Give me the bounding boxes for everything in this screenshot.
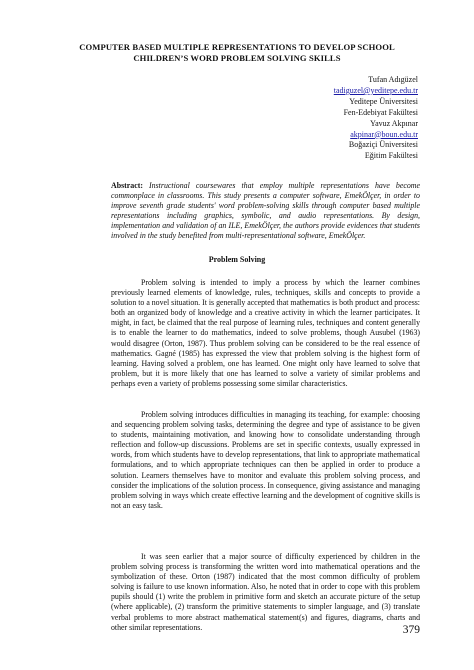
abstract-label: Abstract: [111, 181, 143, 190]
paper-title [60, 42, 414, 64]
abstract [111, 181, 420, 242]
author-affiliation-1a: Yeditepe Üniversitesi [349, 96, 418, 106]
page-number: 379 [402, 624, 420, 636]
paragraph-3: It was seen earlier that a major source of difficulty experienced by children in the problem solving process is transforming the written word into mathematical operations and the symbolization of these. Orton (1987) indicated that the most common difficulty of problem solving is failure to use known information. Also, he noted that in order to cope with this problem pupils should (1) write the problem in primitive form and sketch an accurate picture of the setup (where applicable), (2) transform the primitive statements to simpler language, and (3) translate verbal problems to more abstract mathematical statement(s) and figures, diagrams, charts and other similar representations. [111, 552, 420, 632]
abstract-text: Instructional coursewares that employ multiple representations have become commonplace in classrooms. This study presents a computer software, EmekÖlçer, in order to improve seventh grade students' word problem-solving skills through computer based multiple representations including graphics, symbolic, and audio representations. By design, implementation and validation of an ILE, EmekÖlçer, the authors provide evidences that students involved in the study benefited from multi-representational software, EmekÖlçer. [111, 181, 420, 241]
section-heading: Problem Solving [208, 255, 266, 264]
author-block [218, 75, 418, 162]
author-affiliation-1b: Fen-Edebiyat Fakültesi [343, 107, 418, 117]
paragraph-1: Problem solving is intended to imply a process by which the learner combines previously learned elements of knowledge, rules, techniques, skills and concepts to provide a solution to a novel situation. It is generally accepted that mathematics is both product and process: both an organized body of knowledge and a creative activity in which the learner participates. It might, in fact, be claimed that the real purpose of learning rules, techniques and content generally is to enable the learner to do mathematics, indeed to solve problems, though Ausubel (1963) would disagree (Orton, 1987). Thus problem solving can be considered to be the real essence of mathematics. Gagné (1985) has expressed the view that problem solving is the highest form of learning. Having solved a problem, one has learned. One might only have learned to solve that problem, but it is more likely that one has learned to solve a variety of similar problems and perhaps even a variety of problems possessing some similar characteristics. [111, 278, 420, 388]
title-line-1: COMPUTER BASED MULTIPLE REPRESENTATIONS TO DEVELOP SCHOOL [79, 42, 395, 52]
author-affiliation-2a: Boğaziçi Üniversitesi [348, 140, 418, 150]
author-name-2: Yavuz Akpınar [370, 118, 418, 128]
author-email-1[interactable]: tadiguzel@yeditepe.edu.tr [333, 85, 418, 95]
author-name-1: Tufan Adıgüzel [368, 75, 418, 84]
author-email-2[interactable]: akpinar@boun.edu.tr [350, 129, 418, 139]
author-affiliation-2b: Eğitim Fakültesi [364, 151, 418, 161]
paragraph-2: Problem solving introduces difficulties in managing its teaching, for example: choosing and sequencing problem solving tasks, determining the degree and type of assistance to be given to students, maintaining motivation, and knowing how to consolidate understanding through reflection and follow-up discussions. Problems are set in specific contexts, usually expressed in words, from which students have to develop representations, that link to appropriate mathematical formulations, and to which appropriate techniques can then be applied in order to produce a solution. Learners themselves have to monitor and evaluate this problem solving process, and consider the implications of the solution process. In consequence, giving assistance and managing problem solving in ways which create effective learning and the development of cognitive skills is not an easy task. [111, 410, 420, 510]
title-line-2: CHILDREN’S WORD PROBLEM SOLVING SKILLS [133, 53, 341, 63]
